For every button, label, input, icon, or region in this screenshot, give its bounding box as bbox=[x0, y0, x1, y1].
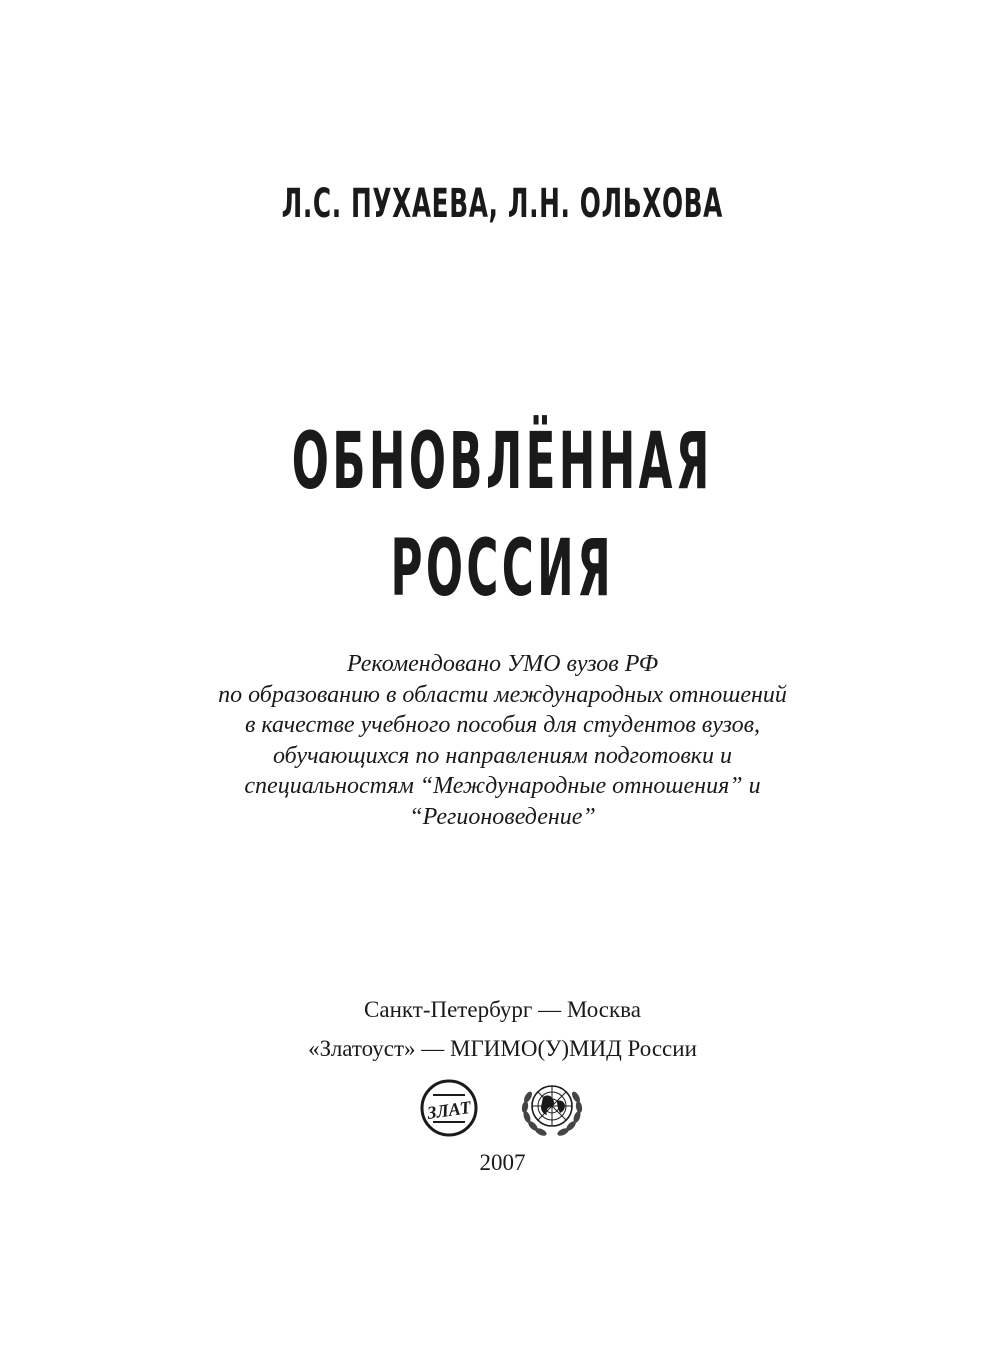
un-emblem-logo-icon bbox=[519, 1075, 585, 1141]
recommendation-line: обучающихся по направлениям подготовки и bbox=[272, 742, 733, 769]
book-title-line-1: ОБНОВЛЁННАЯ bbox=[291, 417, 713, 507]
publishers: «Златоуст» — МГИМО(У)МИД России bbox=[308, 1036, 697, 1061]
publisher-logos bbox=[0, 1073, 1005, 1143]
recommendation-line: специальностям “Международные отношения” и bbox=[244, 773, 761, 799]
recommendation-note bbox=[0, 649, 1005, 832]
publication-place: Санкт-Петербург — Москва bbox=[364, 997, 641, 1022]
book-authors: Л.С. ПУХАЕВА, Л.Н. ОЛЬХОВА bbox=[281, 181, 724, 227]
publication-year: 2007 bbox=[479, 1150, 526, 1175]
recommendation-line: Рекомендовано УМО вузов РФ bbox=[346, 651, 659, 677]
zlatoust-logo-text: ЗЛАТ bbox=[425, 1097, 473, 1123]
recommendation-line: “Регионоведение” bbox=[409, 803, 596, 830]
book-title-line-2: РОССИЯ bbox=[390, 524, 615, 614]
zlatoust-logo-icon bbox=[419, 1078, 479, 1138]
recommendation-line: в качестве учебного пособия для студентов вузов, bbox=[244, 712, 760, 738]
recommendation-line: по образованию в области международных отношений bbox=[218, 681, 787, 708]
